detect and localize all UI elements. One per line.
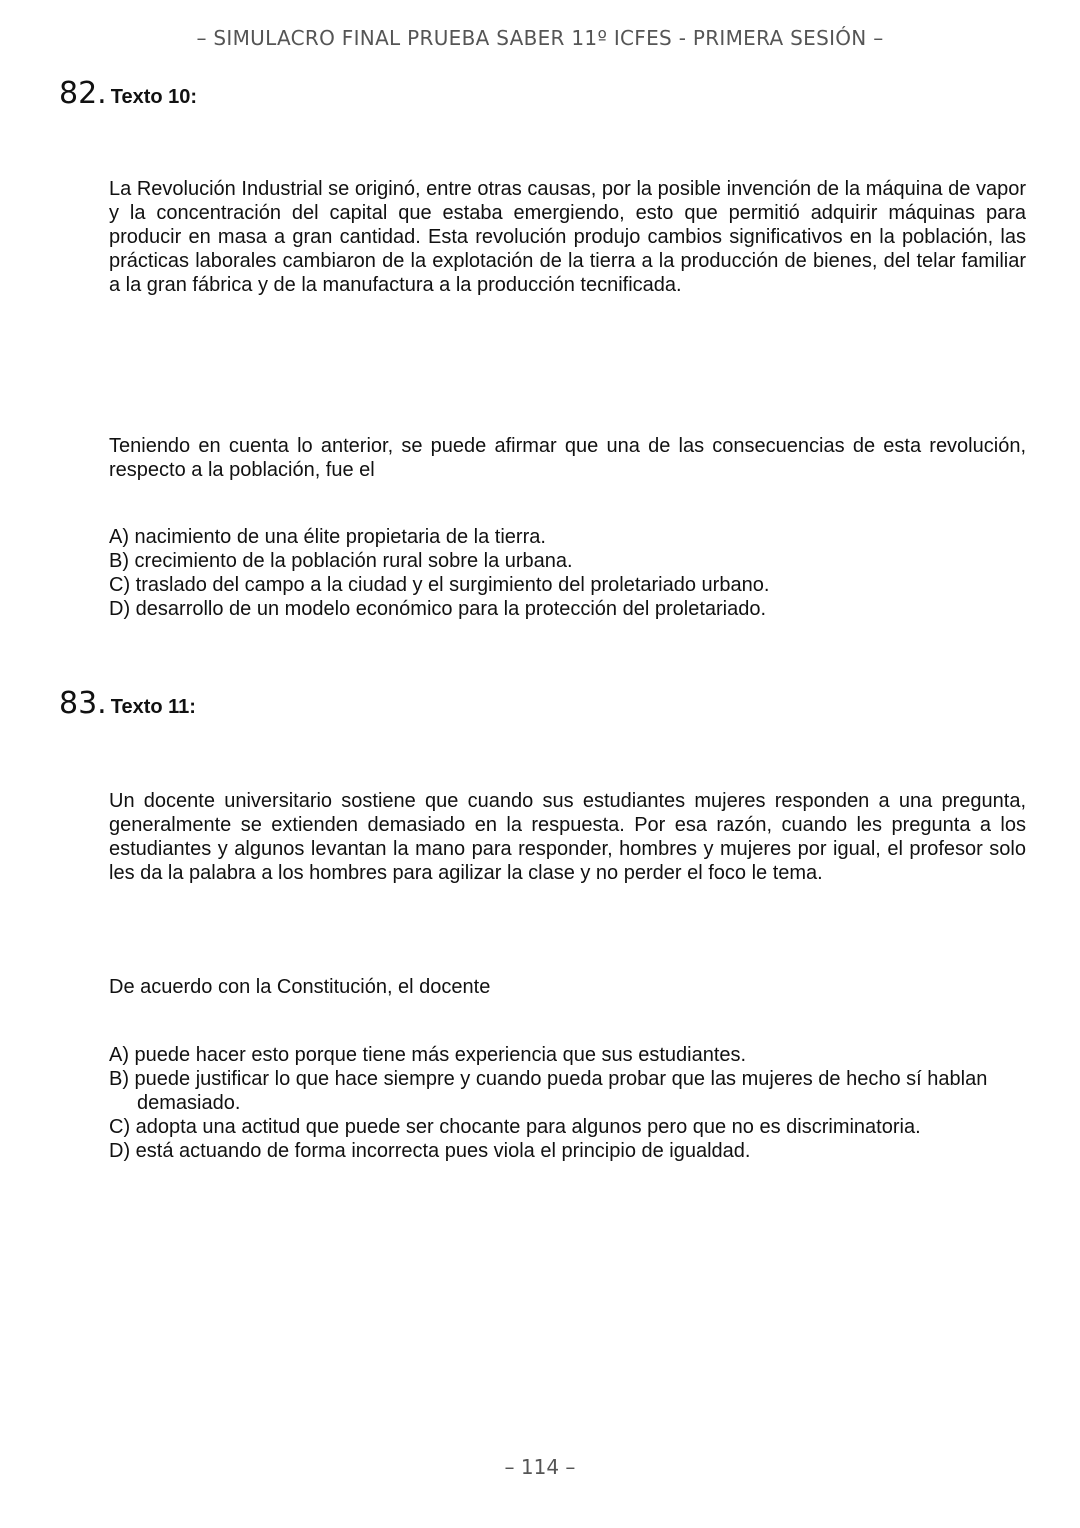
- option-c: C) traslado del campo a la ciudad y el surgimiento del proletariado urbano.: [109, 574, 770, 596]
- question-title: Texto 11:: [110, 696, 196, 718]
- question-83-options: [109, 1043, 1026, 1163]
- question-83-heading: [59, 686, 196, 721]
- question-82-prompt: Teniendo en cuenta lo anterior, se puede afirmar que una de las consecuencias de esta revolución, respecto a la población, fue el: [109, 435, 1026, 481]
- option-b: B) puede justificar lo que hace siempre y cuando pueda probar que las mujeres de hecho sí hablan demasiado.: [109, 1068, 988, 1114]
- question-title: Texto 10:: [110, 86, 198, 108]
- question-83-prompt: De acuerdo con la Constitución, el docente: [109, 976, 491, 998]
- option-d: D) está actuando de forma incorrecta pues viola el principio de igualdad.: [109, 1140, 751, 1162]
- page-number: – 114 –: [504, 1455, 576, 1479]
- page-header: – SIMULACRO FINAL PRUEBA SABER 11º ICFES - PRIMERA SESIÓN –: [196, 26, 884, 50]
- option-d: D) desarrollo de un modelo económico para la protección del proletariado.: [109, 598, 767, 620]
- option-b: B) crecimiento de la población rural sobre la urbana.: [109, 550, 573, 572]
- question-82-heading: [59, 76, 197, 111]
- question-number: 82.: [59, 76, 107, 111]
- question-82-text: La Revolución Industrial se originó, entre otras causas, por la posible invención de la máquina de vapor y la concentración del capital que estaba emergiendo, esto que permitió adquirir máquinas para producir en masa a gran cantidad. Esta revolución produjo cambios significativos en la población, las prácticas laborales cambiaron de la explotación de la tierra a la producción de bienes, del telar familiar a la gran fábrica y de la manufactura a la producción tecnificada.: [109, 178, 1026, 296]
- option-a: A) nacimiento de una élite propietaria de la tierra.: [109, 526, 546, 548]
- option-a: A) puede hacer esto porque tiene más experiencia que sus estudiantes.: [109, 1044, 747, 1066]
- question-82-options: [109, 525, 1026, 621]
- question-number: 83.: [59, 686, 107, 721]
- question-83-text: Un docente universitario sostiene que cuando sus estudiantes mujeres responden a una pregunta, generalmente se extienden demasiado en la respuesta. Por esa razón, cuando les pregunta a los estudiantes y algunos levantan la mano para responder, hombres y mujeres por igual, el profesor solo les da la palabra a los hombres para agilizar la clase y no perder el foco le tema.: [109, 790, 1026, 884]
- option-c: C) adopta una actitud que puede ser chocante para algunos pero que no es discriminatoria.: [109, 1116, 921, 1138]
